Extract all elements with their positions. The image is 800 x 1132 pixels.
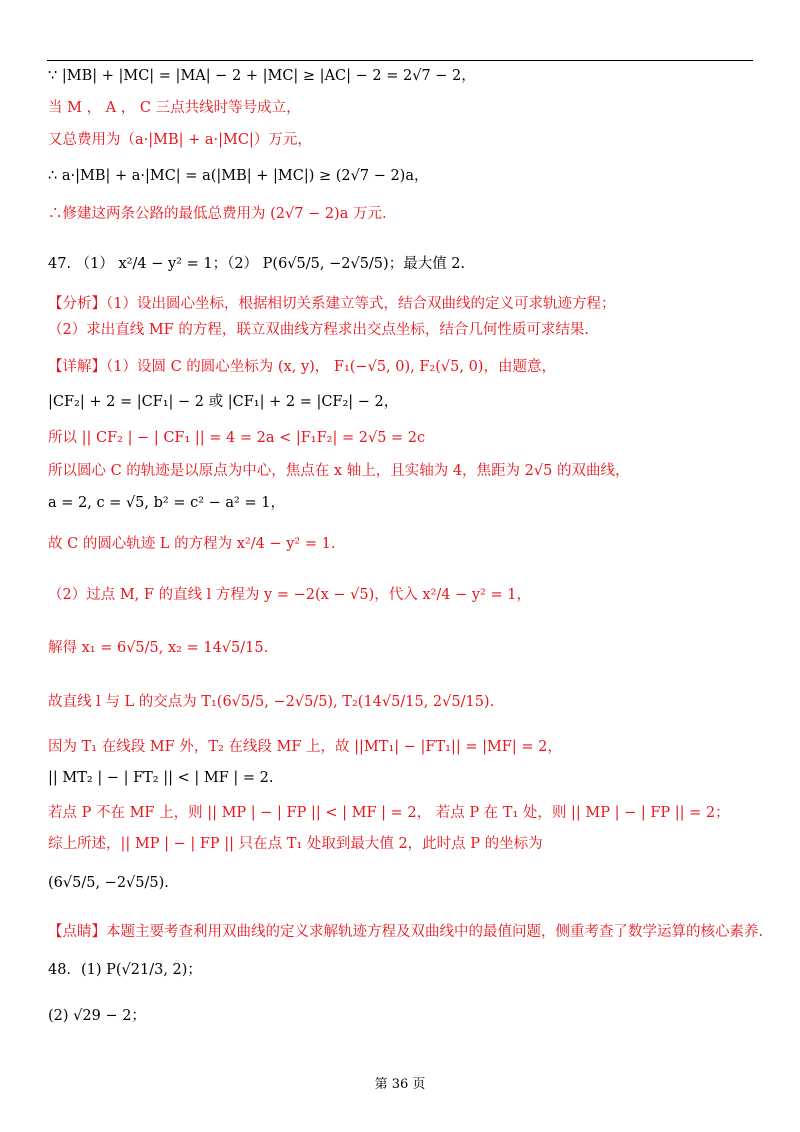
text-line: 解得 x₁ = 6√5/5, x₂ = 14√5/15.: [48, 640, 269, 656]
page-number: 第 36 页: [374, 1077, 426, 1092]
text-line: ∵ |MB| + |MC| = |MA| − 2 + |MC| ≥ |AC| − 2 = 2√7 − 2，: [48, 68, 476, 84]
comment-heading-line: 【点睛】本题主要考查利用双曲线的定义求解轨迹方程及双曲线中的最值问题，侧重考查了数学运算的核心素养.: [48, 924, 764, 940]
text-line: 故直线 l 与 L 的交点为 T₁(6√5/5, −2√5/5), T₂(14√5/15, 2√5/15).: [48, 694, 495, 710]
text-line: |CF₂| + 2 = |CF₁| − 2 或 |CF₁| + 2 = |CF₂| − 2，: [48, 394, 399, 410]
answer-48-part2: (2) √29 − 2；: [48, 1008, 146, 1024]
answer-48-part1: 48．(1) P(√21/3, 2)；: [48, 962, 202, 978]
text-line: (6√5/5, −2√5/5).: [48, 875, 169, 891]
text-line: 综上所述，|| MP | − | FP || 只在点 T₁ 处取到最大值 2，此时点 P 的坐标为: [48, 836, 543, 852]
text-line: 所以圆心 C 的轨迹是以原点为中心，焦点在 x 轴上，且实轴为 4，焦距为 2√5 的双曲线，: [48, 463, 630, 479]
header-rule: [47, 60, 753, 61]
text-line: （2）过点 M, F 的直线 l 方程为 y = −2(x − √5)，代入 x²/4 − y² = 1，: [48, 587, 531, 603]
text-line: 因为 T₁ 在线段 MF 外，T₂ 在线段 MF 上，故 ||MT₁| − |FT₁|| = |MF| = 2，: [48, 739, 562, 755]
detail-heading-line: 【详解】（1）设圆 C 的圆心坐标为 (x, y)， F₁(−√5, 0), F₂(√5, 0)，由题意，: [48, 359, 556, 375]
text-line: ∴修建这两条公路的最低总费用为 (2√7 − 2)a 万元.: [48, 206, 387, 222]
text-line: ∴ a·|MB| + a·|MC| = a(|MB| + |MC|) ≥ (2√7 − 2)a，: [48, 168, 429, 184]
text-line: 若点 P 不在 MF 上，则 || MP | − | FP || < | MF | = 2， 若点 P 在 T₁ 处，则 || MP | − | FP || = 2；: [48, 805, 730, 821]
text-line: || MT₂ | − | FT₂ || < | MF | = 2.: [48, 770, 274, 786]
text-line: a = 2, c = √5, b² = c² − a² = 1，: [48, 495, 285, 511]
answer-47: 47. （1） x²/4 − y² = 1；（2） P(6√5/5, −2√5/5)；最大值 2.: [48, 256, 466, 272]
text-line: 所以 || CF₂ | − | CF₁ || = 4 = 2a < |F₁F₂| = 2√5 = 2c: [48, 430, 426, 446]
text-line: （2）求出直线 MF 的方程，联立双曲线方程求出交点坐标，结合几何性质可求结果.: [48, 322, 589, 338]
analysis-heading-line: 【分析】（1）设出圆心坐标，根据相切关系建立等式，结合双曲线的定义可求轨迹方程；: [48, 296, 616, 312]
text-line: 又总费用为（a·|MB| + a·|MC|）万元，: [48, 132, 312, 148]
text-line: 当 M ， A ， C 三点共线时等号成立，: [48, 100, 301, 116]
text-line: 故 C 的圆心轨迹 L 的方程为 x²/4 − y² = 1.: [48, 536, 336, 552]
